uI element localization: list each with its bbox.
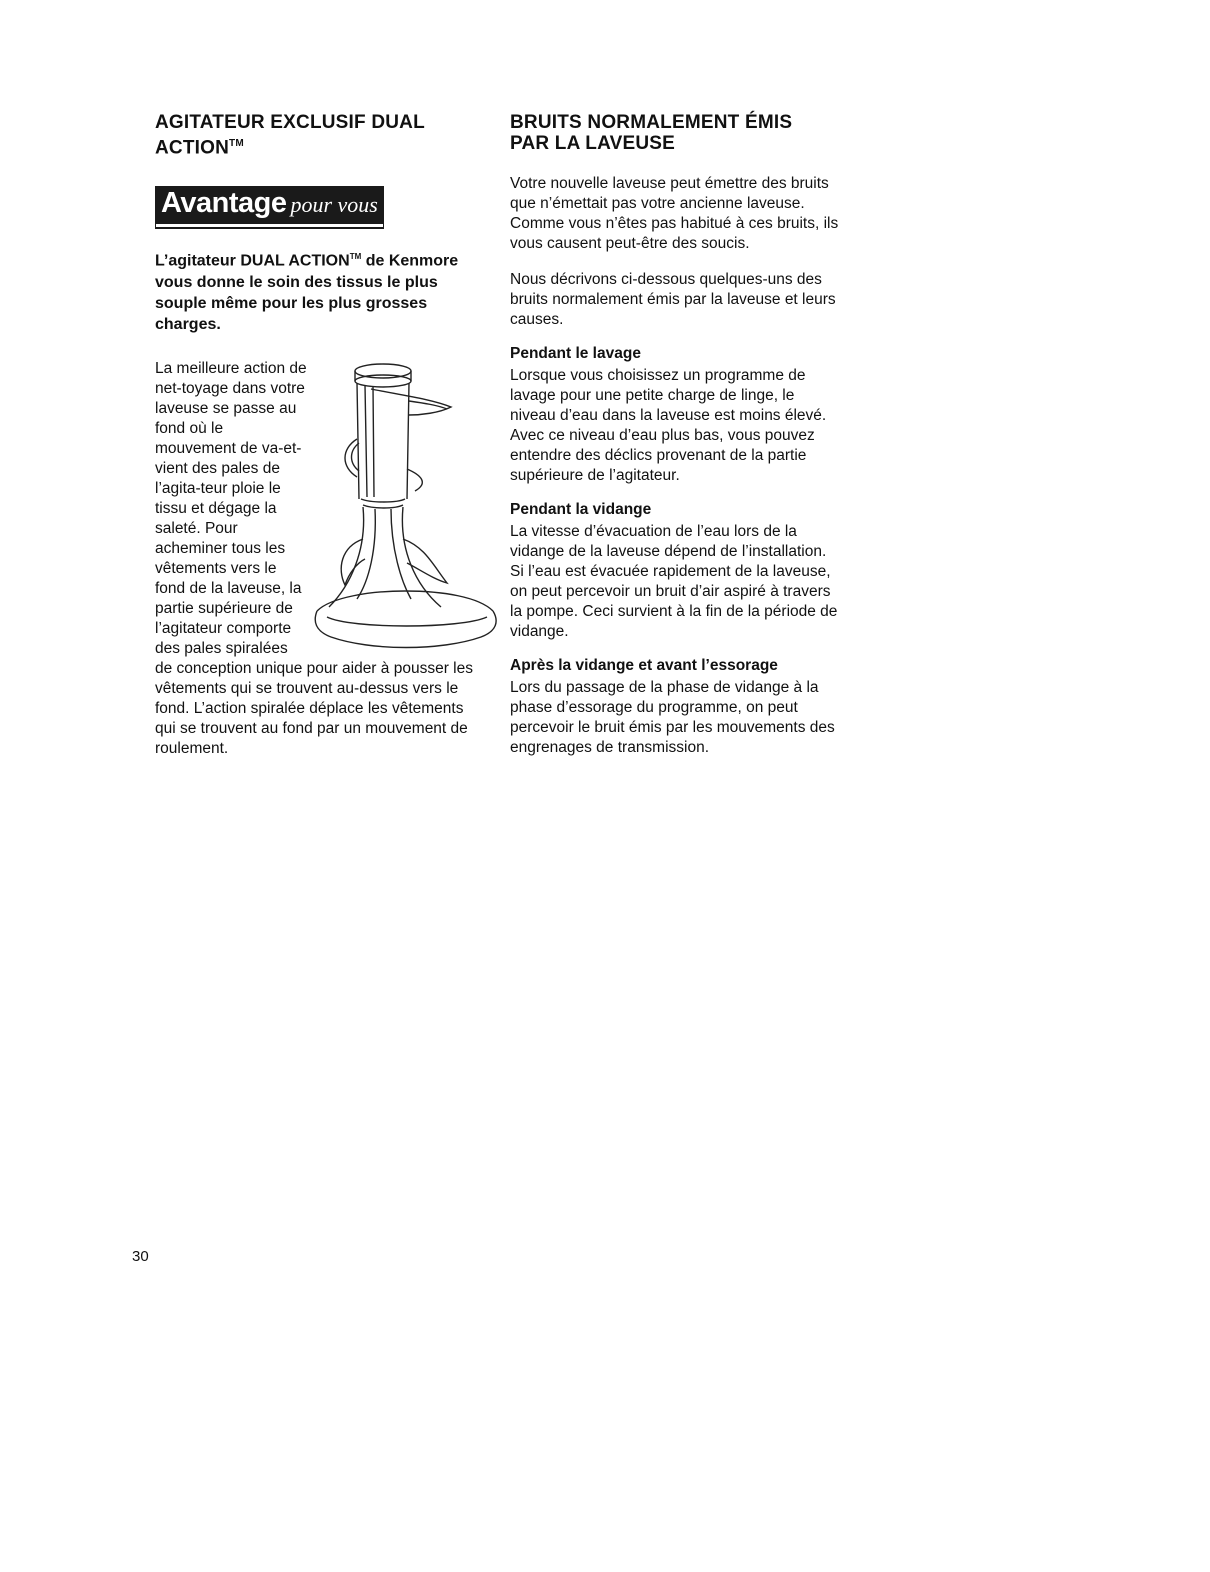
text-apres-vidange: Lors du passage de la phase de vidange à la phase d’essorage du programme, on peut percevoir le bruit émis par les mouvements des engrenages de transmission.	[510, 679, 835, 756]
trademark-mark: TM	[229, 138, 244, 149]
left-column	[155, 112, 475, 759]
heading-apres-vidange: Après la vidange et avant l’essorage	[510, 657, 778, 674]
noises-paragraph-2: Nous décrivons ci-dessous quelques-uns des bruits normalement émis par la laveuse et leurs causes.	[510, 271, 836, 328]
noises-title-line-1: BRUITS NORMALEMENT ÉMIS	[510, 112, 793, 133]
avantage-pour-vous-banner	[155, 186, 384, 224]
noises-section-title	[510, 112, 840, 154]
noises-title-line-2: PAR LA LAVEUSE	[510, 133, 676, 154]
banner-word: Avantage	[161, 187, 287, 220]
intro-part-1: L’agitateur DUAL ACTION	[155, 252, 350, 270]
text-pendant-lavage: Lorsque vous choisissez un programme de lavage pour une petite charge de linge, le niveau d’eau dans la laveuse est moins élevé. Avec ce niveau d’eau plus bas, vous pouvez entendre des déclics provenant de la partie supérieure de l’agitateur.	[510, 367, 827, 484]
agitator-body-text: La meilleure action de net-toyage dans votre laveuse se passe au fond où le mouvement de va-et-vient des pales de l’agita-teur ploie le tissu et dégage la saleté. Pour acheminer tous les vêtements vers le fond de la laveuse, la partie supérieure de l’agitateur comporte des pales spiralées de conception unique pour aider à pousser les vêtements qui se trouvent au-dessus vers le fond. L’action spiralée déplace les vêtements qui se trouvent au fond par un mouvement de roulement.	[155, 359, 473, 757]
banner-script: pour vous	[290, 192, 378, 218]
agitator-illustration-icon	[311, 359, 501, 649]
noises-paragraph-1: Votre nouvelle laveuse peut émettre des bruits que n’émettait pas votre ancienne laveuse. Comme vous n’êtes pas habitué à ces bruits, ils vous causent peut-être des soucis.	[510, 175, 839, 252]
heading-pendant-vidange: Pendant la vidange	[510, 501, 652, 518]
right-column	[510, 112, 840, 758]
body-with-figure	[155, 359, 485, 759]
intro-part-2: de Kenmore vous donne le soin des tissus le plus souple même pour les plus grosses charges.	[155, 252, 459, 333]
title-line-1: AGITATEUR EXCLUSIF DUAL	[155, 112, 425, 133]
heading-pendant-lavage: Pendant le lavage	[510, 345, 641, 362]
intro-trademark: TM	[349, 252, 362, 262]
text-pendant-vidange: La vitesse d’évacuation de l’eau lors de la vidange de la laveuse dépend de l’installation. Si l’eau est évacuée rapidement de la laveuse, on peut percevoir un bruit d’air aspiré à travers la pompe. Ceci survient à la fin de la période de vidange.	[510, 523, 838, 640]
intro-bold-text	[155, 246, 475, 334]
title-line-2: ACTION	[155, 137, 230, 159]
page-number: 30	[132, 1248, 149, 1265]
agitator-section-title	[155, 112, 475, 158]
